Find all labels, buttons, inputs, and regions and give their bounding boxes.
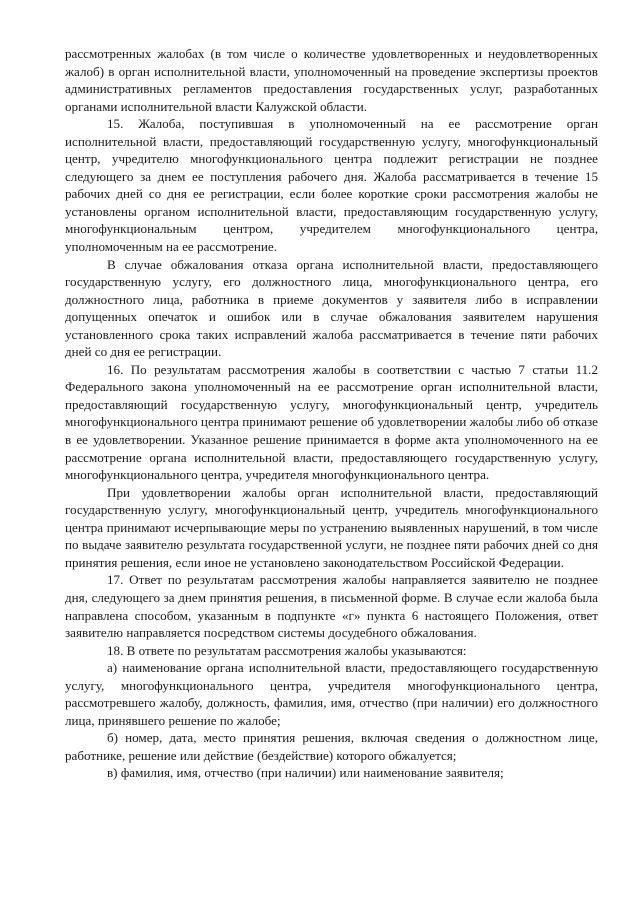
paragraph-item-a: а) наименование органа исполнительной власти, предоставляющего государственную услугу, многофункционального центра, учредителя многофункционального центра, рассмотревшего жалобу, должность, фамилия, имя, отчество (при наличии) его должностного лица, принявшего решение по жалобе;	[65, 660, 598, 728]
paragraph-clause-15: 15. Жалоба, поступившая в уполномоченный на ее рассмотрение орган исполнительной власти, предоставляющий государственную услугу, многофункциональный центр, учредителю многофункционального центра подлежит регистрации не позднее следующего за днем ее поступления рабочего дня. Жалоба рассматривается в течение 15 рабочих дней со дня ее регистрации, если более короткие сроки рассмотрения жалобы не установлены органом исполнительной власти, предоставляющим государственную услугу, многофункциональным центром, учредителем многофункционального центра, уполномоченным на ее рассмотрение.	[65, 116, 598, 255]
paragraph-refusal-appeal: В случае обжалования отказа органа исполнительной власти, предоставляющего государственную услугу, его должностного лица, многофункционального центра, его должностного лица, работника в приеме документов у заявителя либо в исправлении допущенных опечаток и ошибок или в случае обжалования заявителем нарушения установленного срока таких исправлений жалоба рассматривается в течение пяти рабочих дней со дня ее регистрации.	[65, 256, 598, 360]
paragraph-satisfaction: При удовлетворении жалобы орган исполнительной власти, предоставляющий государственную услугу, многофункциональный центр, учредитель многофункционального центра принимают исчерпывающие меры по устранению выявленных нарушений, в том числе по выдаче заявителю результата государственной услуги, не позднее пяти рабочих дней со дня принятия решения, если иное не установлено законодательством Российской Федерации.	[65, 484, 598, 570]
paragraph-item-b: б) номер, дата, место принятия решения, включая сведения о должностном лице, работнике, решение или действие (бездействие) которого обжалуется;	[65, 730, 598, 763]
paragraph-item-v: в) фамилия, имя, отчество (при наличии) или наименование заявителя;	[107, 765, 504, 781]
paragraph-clause-18: 18. В ответе по результатам рассмотрения жалобы указываются:	[107, 642, 467, 658]
paragraph-clause-16: 16. По результатам рассмотрения жалобы в соответствии с частью 7 статьи 11.2 Федерального закона уполномоченный на ее рассмотрение орган исполнительной власти, предоставляющий государственную услугу, многофункциональный центр, учредитель многофункционального центра принимают решение об удовлетворении жалобы либо об отказе в ее удовлетворении. Указанное решение принимается в форме акта уполномоченного на ее рассмотрение органа исполнительной власти, предоставляющего государственную услугу, многофункционального центра, учредителя многофункционального центра.	[65, 361, 598, 483]
paragraph-clause-17: 17. Ответ по результатам рассмотрения жалобы направляется заявителю не позднее дня, следующего за днем принятия решения, в письменной форме. В случае если жалоба была направлена способом, указанным в подпункте «г» пункта 6 настоящего Положения, ответ заявителю направляется посредством системы досудебного обжалования.	[65, 572, 598, 641]
paragraph-continuation: рассмотренных жалобах (в том числе о количестве удовлетворенных и неудовлетворенных жалоб) в орган исполнительной власти, уполномоченный на проведение экспертизы проектов административных регламентов предоставления государственных услуг, разработанных органами исполнительной власти Калужской области.	[65, 46, 598, 114]
